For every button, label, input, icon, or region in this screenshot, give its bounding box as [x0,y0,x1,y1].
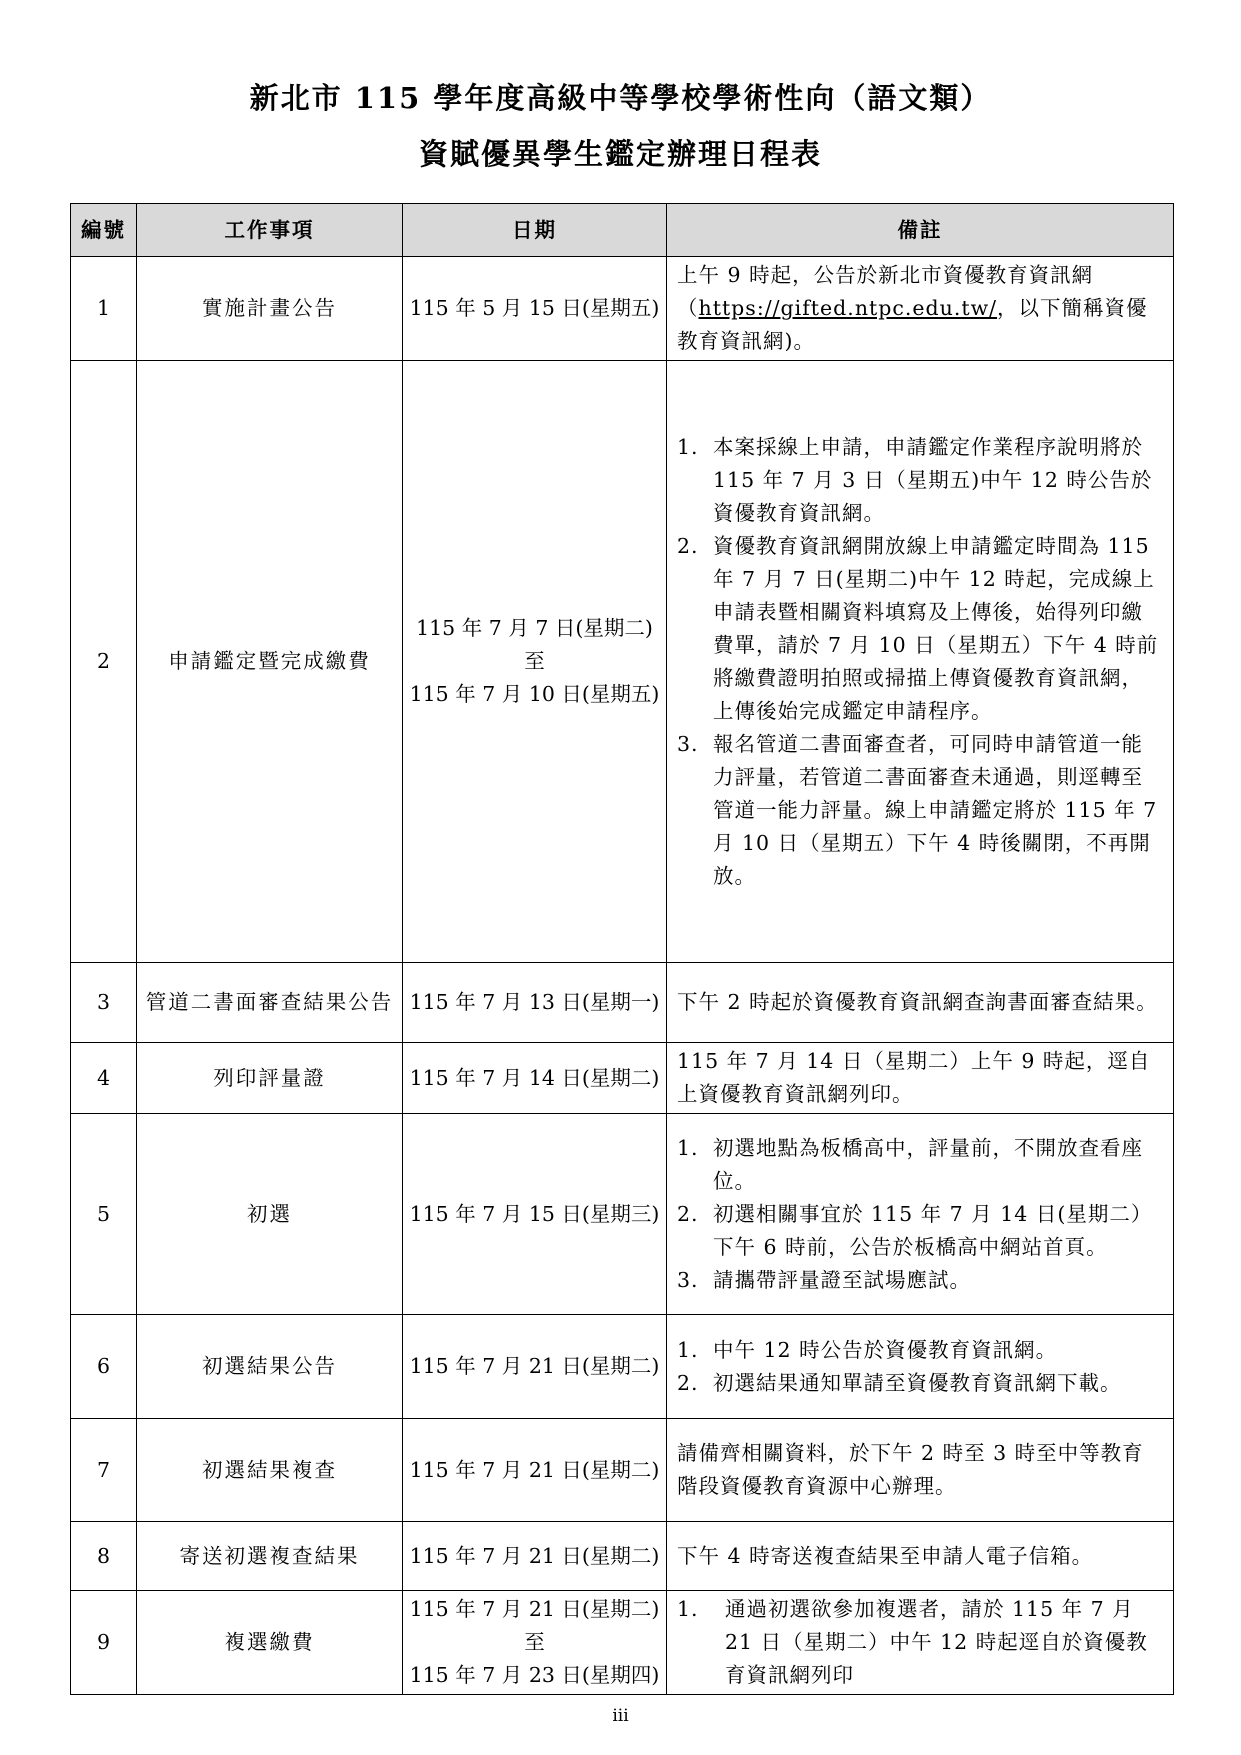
list-text: 資優教育資訊網開放線上申請鑑定時間為 115 年 7 月 7 日(星期二)中午 12 時起，完成線上申請表暨相關資料填寫及上傳後，始得列印繳費單，請於 7 月 10 日（星期五）下午 4 時前將繳費證明拍照或掃描上傳資優教育資訊網，上傳後始完成鑑定申請程序。 [713,533,1159,723]
table-row [71,1522,1174,1591]
list-text: 請攜帶評量證至試場應試。 [713,1267,971,1292]
row-number: 6 [71,1315,137,1419]
note-text: 上午 9 時起，公告於新北市資優教育資訊網（ [677,263,1094,320]
row-note [667,1114,1174,1315]
table-row [71,963,1174,1043]
row-task: 實施計畫公告 [137,257,403,361]
website-link[interactable]: https://gifted.ntpc.edu.tw/ [698,296,998,320]
document-title-line2: 資賦優異學生鑑定辦理日程表 [418,137,822,171]
header-task: 工作事項 [137,204,403,257]
date-separator: 至 [524,649,545,673]
list-number: 2. [677,533,699,558]
row-task: 初選 [137,1114,403,1315]
row-task: 複選繳費 [137,1591,403,1695]
date-end: 115 年 7 月 23 日(星期四) [409,1663,660,1687]
list-text: 通過初選欲參加複選者，請於 115 年 7 月 21 日（星期二）中午 12 時起逕自於資優教育資訊網列印 [725,1597,1148,1687]
row-date [403,1315,667,1419]
date-separator: 至 [524,1630,545,1654]
header-date: 日期 [403,204,667,257]
date-text: 115 年 7 月 21 日(星期二) [409,1543,660,1568]
row-number: 1 [71,257,137,361]
list-number: 1. [677,1135,699,1160]
row-task: 初選結果公告 [137,1315,403,1419]
header-remarks: 備註 [667,204,1174,257]
list-number: 1. [677,1337,699,1362]
date-text: 115 年 7 月 21 日(星期二) [409,1457,660,1482]
row-date [403,361,667,963]
list-item [677,1132,1163,1198]
row-number: 3 [71,963,137,1043]
table-row [71,1315,1174,1419]
table-row [71,361,1174,963]
header-number: 編號 [71,204,137,257]
list-number: 2. [677,1201,699,1226]
date-text: 115 年 7 月 14 日(星期二) [409,1065,660,1090]
row-note [667,257,1174,361]
note-list [677,1132,1163,1297]
row-task: 初選結果複查 [137,1419,403,1522]
list-item [677,1593,1163,1692]
date-text: 115 年 7 月 15 日(星期三) [409,1201,660,1226]
row-note: 下午 2 時起於資優教育資訊網查詢書面審查結果。 [667,963,1174,1043]
row-date [403,257,667,361]
row-date [403,1419,667,1522]
list-text: 初選相關事宜於 115 年 7 月 14 日(星期二）下午 6 時前，公告於板橋高中網站首頁。 [713,1201,1153,1259]
row-date [403,1522,667,1591]
list-number: 3. [677,731,699,756]
note-list [677,431,1163,893]
page-number: iii [612,1706,629,1726]
list-item [677,1264,1163,1297]
date-text: 115 年 7 月 13 日(星期一) [409,990,660,1014]
row-note: 下午 4 時寄送複查結果至申請人電子信箱。 [667,1522,1174,1591]
row-date [403,963,667,1043]
table-row [71,1591,1174,1695]
row-task: 管道二書面審查結果公告 [137,963,403,1043]
row-date [403,1114,667,1315]
list-number: 2. [677,1370,699,1395]
list-item [677,431,1163,530]
list-item [677,1334,1163,1367]
list-item [677,530,1163,728]
row-number: 8 [71,1522,137,1591]
list-number: 3. [677,1267,699,1292]
list-text: 初選結果通知單請至資優教育資訊網下載。 [713,1370,1122,1395]
row-number: 4 [71,1043,137,1114]
row-note [667,361,1174,963]
row-task: 寄送初選複查結果 [137,1522,403,1591]
list-number: 1. [677,434,699,459]
note-list [677,1334,1163,1400]
row-note [667,1315,1174,1419]
note-list [677,1593,1163,1692]
date-text: 115 年 5 月 15 日(星期五) [409,296,660,320]
date-start: 115 年 7 月 7 日(星期二) [416,616,653,640]
document-title-line1: 新北市 115 學年度高級中等學校學術性向（語文類） [249,81,992,115]
list-number: 1. [677,1597,699,1621]
row-note [667,1591,1174,1695]
table-header-row [71,204,1174,257]
row-date [403,1591,667,1695]
list-item [677,728,1163,893]
table-row [71,257,1174,361]
date-start: 115 年 7 月 21 日(星期二) [409,1597,660,1621]
list-text: 初選地點為板橋高中，評量前，不開放查看座位。 [713,1135,1143,1193]
table-row [71,1114,1174,1315]
row-date [403,1043,667,1114]
list-text: 中午 12 時公告於資優教育資訊網。 [713,1337,1058,1362]
list-item [677,1198,1163,1264]
row-note: 請備齊相關資料，於下午 2 時至 3 時至中等教育階段資優教育資源中心辦理。 [667,1419,1174,1522]
row-task: 申請鑑定暨完成繳費 [137,361,403,963]
list-text: 報名管道二書面審查者，可同時申請管道一能力評量，若管道二書面審查未通過，則逕轉至管道一能力評量。線上申請鑑定將於 115 年 7 月 10 日（星期五）下午 4 時後關閉，不再開放。 [713,731,1158,888]
schedule-table [70,203,1174,1695]
row-number: 9 [71,1591,137,1695]
list-item [677,1367,1163,1400]
table-row [71,1043,1174,1114]
table-row [71,1419,1174,1522]
row-note: 115 年 7 月 14 日（星期二）上午 9 時起，逕自上資優教育資訊網列印。 [667,1043,1174,1114]
date-end: 115 年 7 月 10 日(星期五) [409,682,660,706]
row-number: 5 [71,1114,137,1315]
row-number: 2 [71,361,137,963]
row-number: 7 [71,1419,137,1522]
row-task: 列印評量證 [137,1043,403,1114]
note-text: ，以下簡稱資優教育資訊網)。 [677,296,1148,353]
date-text: 115 年 7 月 21 日(星期二) [409,1354,660,1378]
list-text: 本案採線上申請，申請鑑定作業程序說明將於 115 年 7 月 3 日（星期五)中午 12 時公告於資優教育資訊網。 [713,434,1153,525]
